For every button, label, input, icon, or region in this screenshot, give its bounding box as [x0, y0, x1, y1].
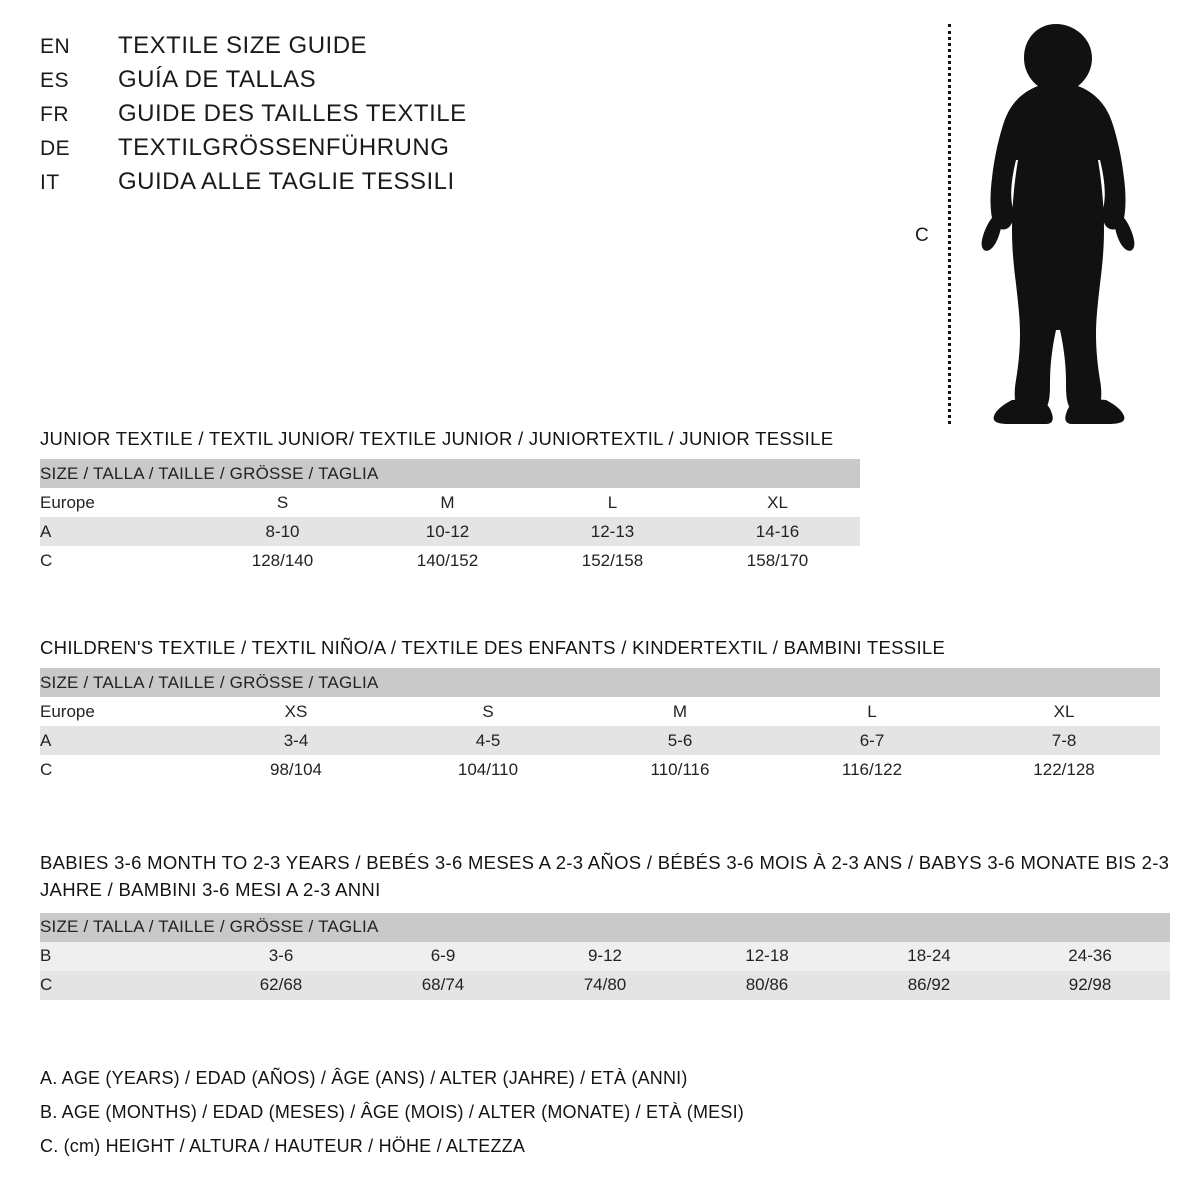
- table-cell: 5-6: [584, 726, 776, 755]
- table-cell: XL: [968, 697, 1160, 726]
- table-cell: 110/116: [584, 755, 776, 784]
- language-code: EN: [40, 35, 71, 58]
- table-cell: 3-6: [200, 942, 362, 971]
- language-title: GUIDE DES TAILLES TEXTILE: [118, 100, 467, 127]
- babies-size-table: [40, 913, 1170, 1000]
- table-cell: 68/74: [362, 971, 524, 1000]
- footnote-b: B. AGE (MONTHS) / EDAD (MESES) / ÂGE (MOIS) / ALTER (MONATE) / ETÀ (MESI): [40, 1102, 744, 1122]
- row-label: Europe: [40, 488, 200, 517]
- table-cell: 140/152: [365, 546, 530, 575]
- table-header-row: [40, 668, 1160, 697]
- table-header-label: SIZE / TALLA / TAILLE / GRÖSSE / TAGLIA: [40, 913, 1170, 942]
- table-cell: 98/104: [200, 755, 392, 784]
- table-row: [40, 942, 1170, 971]
- table-cell: 86/92: [848, 971, 1010, 1000]
- language-title: GUÍA DE TALLAS: [118, 66, 317, 93]
- table-cell: 8-10: [200, 517, 365, 546]
- section-babies-textile: [40, 850, 1170, 1000]
- table-cell: 6-9: [362, 942, 524, 971]
- table-cell: 10-12: [365, 517, 530, 546]
- measurement-figure: [905, 10, 1165, 430]
- table-cell: 18-24: [848, 942, 1010, 971]
- row-label: C: [40, 755, 200, 784]
- table-cell: 80/86: [686, 971, 848, 1000]
- section-children-textile: [40, 637, 1160, 784]
- height-measure-label: C: [915, 225, 929, 246]
- language-code: ES: [40, 69, 70, 92]
- row-label: A: [40, 517, 200, 546]
- section-title: JUNIOR TEXTILE / TEXTIL JUNIOR/ TEXTILE JUNIOR / JUNIORTEXTIL / JUNIOR TESSILE: [40, 428, 834, 449]
- height-dashed-line: [948, 24, 951, 424]
- table-cell: 116/122: [776, 755, 968, 784]
- table-cell: 7-8: [968, 726, 1160, 755]
- table-row: [40, 546, 860, 575]
- table-row: [40, 726, 1160, 755]
- language-row: [40, 168, 740, 196]
- table-row: [40, 697, 1160, 726]
- language-row: [40, 100, 740, 128]
- table-cell: M: [365, 488, 530, 517]
- table-cell: 122/128: [968, 755, 1160, 784]
- language-title: GUIDA ALLE TAGLIE TESSILI: [118, 168, 455, 195]
- section-title: BABIES 3-6 MONTH TO 2-3 YEARS / BEBÉS 3-6 MESES A 2-3 AÑOS / BÉBÉS 3-6 MOIS À 2-3 ANS / BABYS 3-6 MONATE BIS 2-3 JAHRE / BAMBINI 3-6 MESI A 2-3 ANNI: [40, 852, 1170, 900]
- table-cell: S: [392, 697, 584, 726]
- row-label: C: [40, 546, 200, 575]
- table-cell: XL: [695, 488, 860, 517]
- row-label: B: [40, 942, 200, 971]
- table-cell: 3-4: [200, 726, 392, 755]
- table-header-row: [40, 913, 1170, 942]
- table-cell: 12-18: [686, 942, 848, 971]
- children-size-table: [40, 668, 1160, 784]
- table-cell: 4-5: [392, 726, 584, 755]
- table-header-row: [40, 459, 860, 488]
- table-row: [40, 488, 860, 517]
- table-cell: 104/110: [392, 755, 584, 784]
- table-cell: L: [776, 697, 968, 726]
- footnotes: [40, 1068, 744, 1170]
- language-code: IT: [40, 171, 60, 194]
- table-cell: 9-12: [524, 942, 686, 971]
- table-row: [40, 971, 1170, 1000]
- footnote-c: C. (cm) HEIGHT / ALTURA / HAUTEUR / HÖHE / ALTEZZA: [40, 1136, 526, 1156]
- row-label: C: [40, 971, 200, 1000]
- section-junior-textile: [40, 428, 860, 575]
- language-title: TEXTILGRÖSSENFÜHRUNG: [118, 134, 450, 161]
- table-cell: 152/158: [530, 546, 695, 575]
- table-cell: 158/170: [695, 546, 860, 575]
- table-cell: 128/140: [200, 546, 365, 575]
- table-cell: 24-36: [1010, 942, 1170, 971]
- table-row: [40, 517, 860, 546]
- child-silhouette-icon: [960, 18, 1160, 428]
- footnote-a: A. AGE (YEARS) / EDAD (AÑOS) / ÂGE (ANS) / ALTER (JAHRE) / ETÀ (ANNI): [40, 1068, 688, 1088]
- table-row: [40, 755, 1160, 784]
- table-cell: 92/98: [1010, 971, 1170, 1000]
- table-cell: L: [530, 488, 695, 517]
- table-cell: M: [584, 697, 776, 726]
- language-code: FR: [40, 103, 69, 126]
- table-cell: 12-13: [530, 517, 695, 546]
- table-header-label: SIZE / TALLA / TAILLE / GRÖSSE / TAGLIA: [40, 668, 1160, 697]
- section-title: CHILDREN'S TEXTILE / TEXTIL NIÑO/A / TEXTILE DES ENFANTS / KINDERTEXTIL / BAMBINI TESSILE: [40, 637, 946, 658]
- row-label: Europe: [40, 697, 200, 726]
- table-cell: XS: [200, 697, 392, 726]
- language-header: [40, 32, 740, 202]
- language-row: [40, 134, 740, 162]
- language-row: [40, 32, 740, 60]
- table-cell: S: [200, 488, 365, 517]
- language-code: DE: [40, 137, 71, 160]
- table-cell: 62/68: [200, 971, 362, 1000]
- table-cell: 14-16: [695, 517, 860, 546]
- language-title: TEXTILE SIZE GUIDE: [118, 32, 368, 59]
- language-row: [40, 66, 740, 94]
- table-cell: 6-7: [776, 726, 968, 755]
- table-header-label: SIZE / TALLA / TAILLE / GRÖSSE / TAGLIA: [40, 459, 860, 488]
- row-label: A: [40, 726, 200, 755]
- junior-size-table: [40, 459, 860, 575]
- table-cell: 74/80: [524, 971, 686, 1000]
